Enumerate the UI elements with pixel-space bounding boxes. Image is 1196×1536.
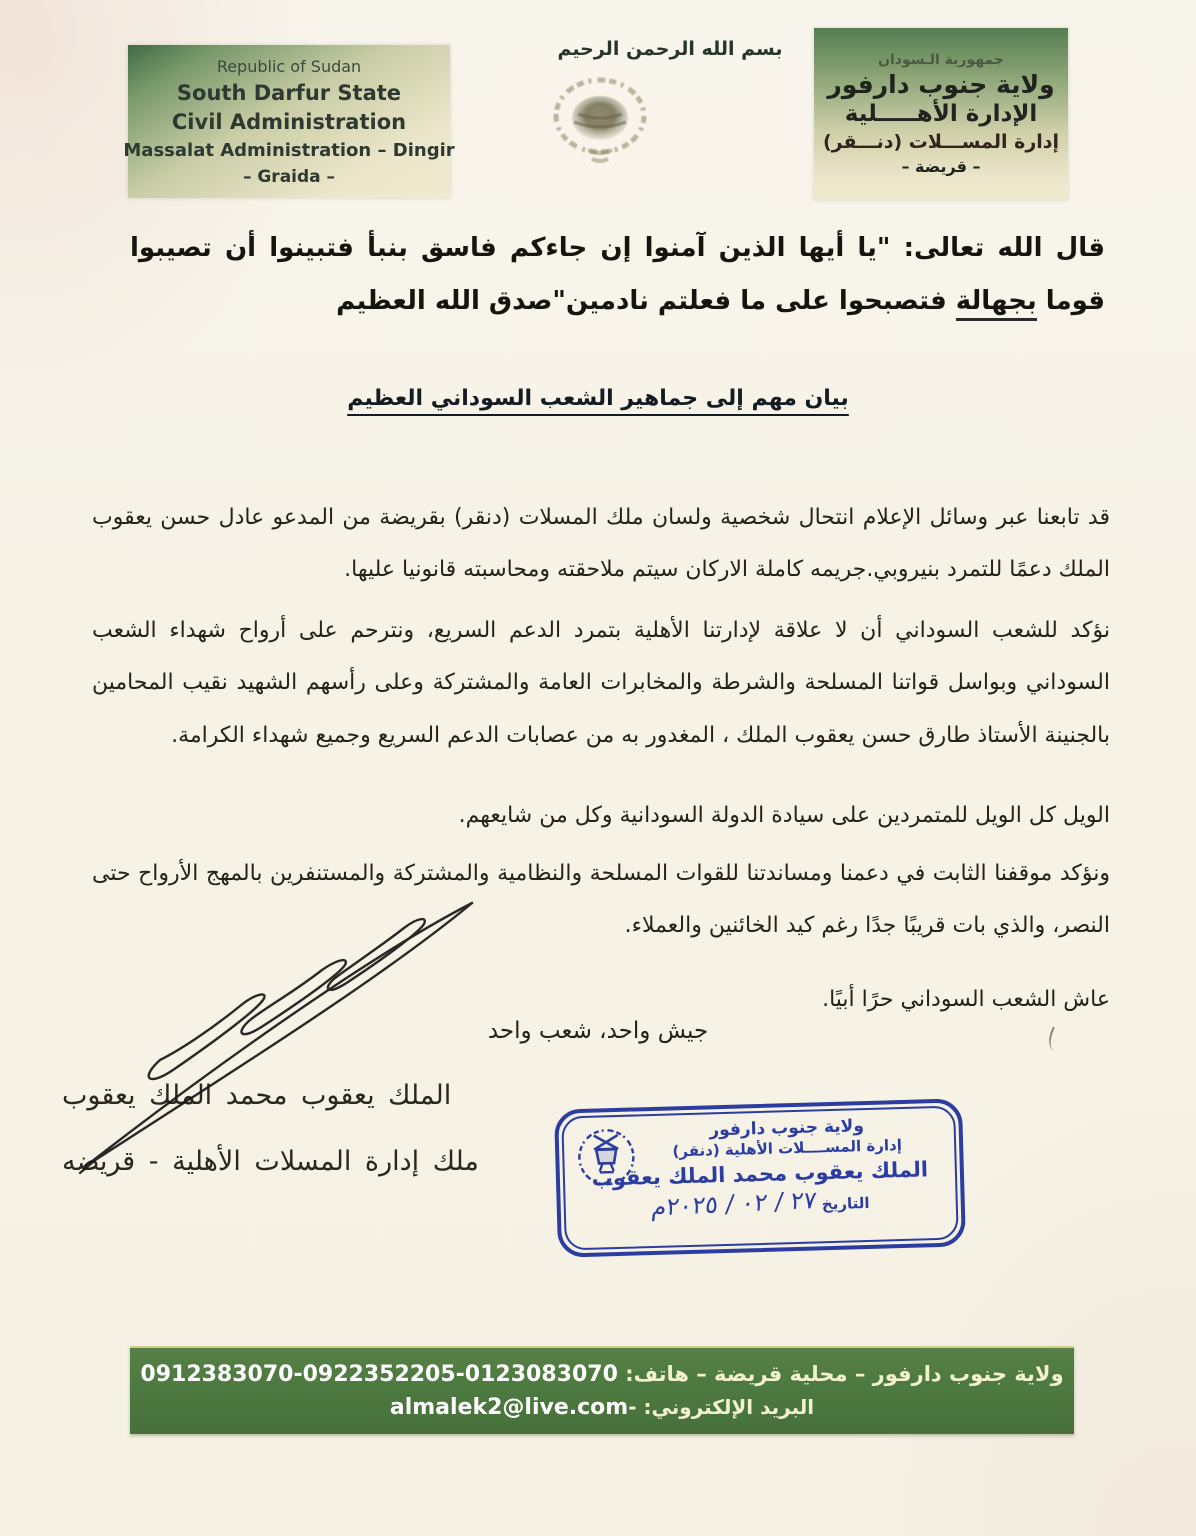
header-en-line: South Darfur State <box>176 80 402 105</box>
paragraph-5: عاش الشعب السوداني حرًا أبيًا. <box>822 987 1110 1012</box>
stamp-date-value: ٢٧ / ٠٢ / ٢٠٢٥م <box>650 1186 819 1222</box>
header-ar-line: جمهورية الـسودان <box>878 52 1004 68</box>
footer-email-line <box>390 1395 814 1420</box>
stamp-line-name: الملك يعقوب محمد الملك يعقوب <box>591 1157 929 1191</box>
drum-emblem-icon <box>573 1124 639 1190</box>
header-center-block <box>520 38 820 60</box>
signoff-role: ملك إدارة المسلات الأهلية - قريضه <box>62 1146 479 1177</box>
footer-email-label: البريد الإلكتروني: - <box>628 1395 815 1419</box>
statement-title: بيان مهم إلى جماهير الشعب السوداني العظيم <box>347 386 849 411</box>
basmala-text: بسم الله الرحمن الرحيم <box>557 38 783 60</box>
official-stamp <box>554 1098 966 1257</box>
header-en-line: Republic of Sudan <box>216 56 362 76</box>
paragraph-2: نؤكد للشعب السوداني أن لا علاقة لإدارتنا الأهلية بتمرد الدعم السريع، ونترحم على أرواح شهداء الشعب السوداني وبواسل قواتنا المسلحة والشرطة والمخابرات العامة والمشتركة وعلى رأسهم الشهيد نقيب المحامين بالجنينة الأستاذ طارق حسن يعقوب الملك ، المغدور به من عصابات الدعم السريع وجميع شهداء الكرامة. <box>92 618 1110 748</box>
header-ar-line: الإدارة الأهـــــلية <box>844 101 1038 127</box>
slogan-line: جيش واحد، شعب واحد <box>487 1018 709 1044</box>
verse-part1: قال الله تعالى: "يا أيها الذين آمنوا إن جاءكم فاسق بنبأ فتبينوا أن تصيبوا قوما <box>130 233 1105 317</box>
footer-email-address: almalek2@live.com <box>389 1395 629 1420</box>
signoff-name: الملك يعقوب محمد الملك يعقوب <box>62 1080 452 1111</box>
header-ar-line: – قريضة – <box>901 157 981 176</box>
footer-contact-line <box>140 1362 1063 1387</box>
verse-underlined-word: بجهالة <box>956 286 1037 321</box>
wreath-emblem-icon <box>544 72 656 172</box>
verse-part2: فتصبحوا على ما فعلتم نادمين"صدق الله العظيم <box>336 286 956 317</box>
footer-banner <box>130 1346 1074 1434</box>
paragraph-1: قد تابعنا عبر وسائل الإعلام انتحال شخصية ولسان ملك المسلات (دنقر) بقريضة من المدعو عادل حسن يعقوب الملك دعمًا للتمرد بنيروبي.جريمه كاملة الاركان سيتم ملاحقته ومحاسبته قانونيا عليها. <box>92 505 1110 583</box>
paragraph-3: الويل كل الويل للمتمردين على سيادة الدولة السودانية وكل من شايعهم. <box>458 803 1110 828</box>
header-english-block <box>123 45 455 198</box>
header-arabic-block <box>814 28 1068 200</box>
quran-verse <box>130 222 1105 329</box>
header-ar-line: ولاية جنوب دارفور <box>827 70 1055 99</box>
header-en-line: – Graida – <box>242 166 336 187</box>
paragraph-4: ونؤكد موقفنا الثابت في دعمنا ومساندتنا للقوات المسلحة والنظامية والمشتركة والمستنفرين بالمهج الأرواح حتى النصر، والذي بات قريبًا جدًا رغم كيد الخائنين والعملاء. <box>92 861 1110 939</box>
stamp-date-label: التاريخ <box>821 1194 870 1214</box>
stamp-line-admin: إدارة المســــلات الأهلية (دنقر) <box>672 1136 903 1161</box>
footer-phone-numbers: 0912383070-0922352205-0123083070 <box>140 1362 618 1387</box>
header-en-line: Massalat Administration – Dingir <box>123 139 455 161</box>
header-en-line: Civil Administration <box>171 109 407 134</box>
stamp-inner-border <box>561 1106 959 1251</box>
footer-contact-label: ولاية جنوب دارفور – محلية قريضة – هاتف: <box>617 1362 1064 1386</box>
header-ar-line: إدارة المســـلات (دنـــقر) <box>822 131 1060 153</box>
stamp-line-state: ولاية جنوب دارفور <box>709 1116 865 1141</box>
